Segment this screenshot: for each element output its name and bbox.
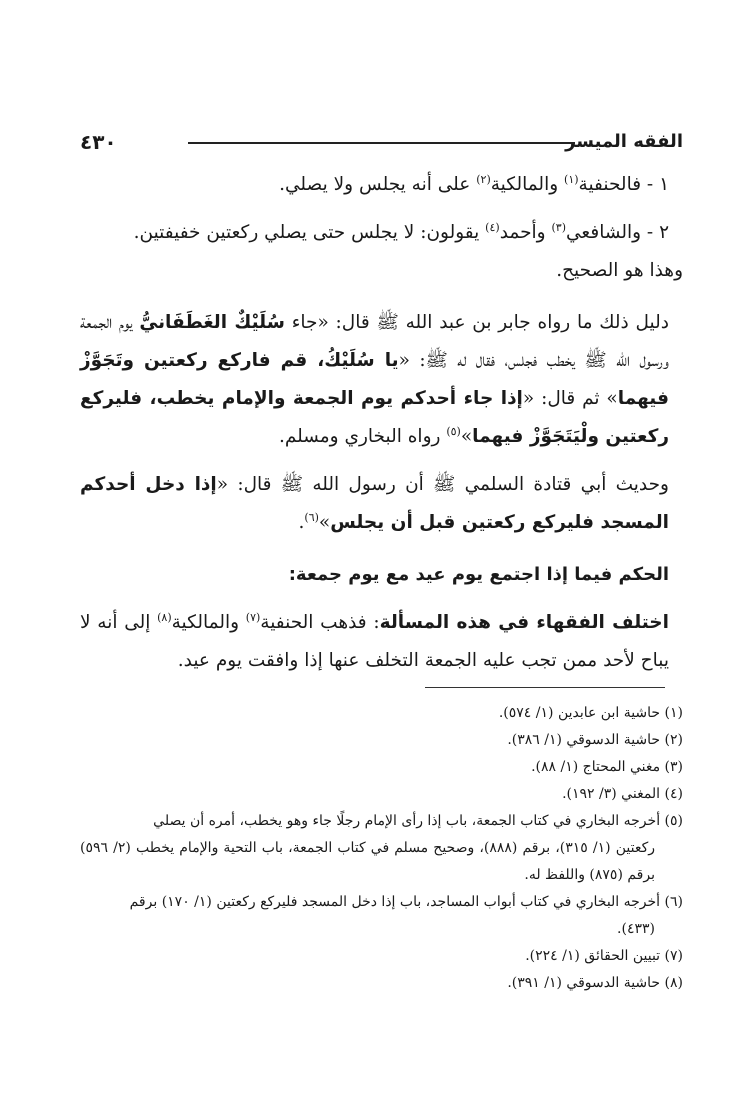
paragraph-correct: وهذا هو الصحيح. bbox=[556, 260, 683, 281]
text-run: والمالكية bbox=[490, 174, 565, 195]
text-run: » bbox=[318, 512, 331, 533]
footnote-text: (٨) حاشية الدسوقي (١/ ٣٩١). bbox=[507, 975, 683, 991]
footnote-ref: (٢) bbox=[476, 172, 491, 186]
book-title: الفقه الميسر bbox=[565, 131, 683, 152]
footnote-ref: (٧) bbox=[245, 610, 261, 624]
text-run: وأحمد bbox=[499, 222, 552, 243]
paragraph-evidence bbox=[80, 304, 683, 456]
text-run: . bbox=[298, 512, 305, 533]
text-run: وحديث أبي قتادة السلمي ﷺ أن رسول الله ﷺ قال: « bbox=[216, 474, 669, 495]
text-run: دليل ذلك ما رواه جابر بن عبد الله ﷺ قال: «جاء bbox=[284, 312, 669, 333]
paragraph-hanafi bbox=[80, 166, 683, 204]
footnote-text: (١) حاشية ابن عابدين (١/ ٥٧٤). bbox=[498, 705, 683, 721]
footnote-ref: (٣) bbox=[551, 220, 566, 234]
footnote-item bbox=[80, 781, 683, 808]
footnote-text: (٧) تبيين الحقائق (١/ ٢٢٤). bbox=[525, 948, 683, 964]
footnote-item bbox=[80, 700, 683, 727]
text-run: » bbox=[460, 426, 473, 447]
footnote-item bbox=[80, 889, 683, 916]
footnote-item bbox=[80, 727, 683, 754]
page-number: ٤٣٠ bbox=[80, 130, 117, 154]
paragraph-shafii bbox=[80, 214, 683, 252]
text-run: على أنه يجلس ولا يصلي. bbox=[279, 174, 477, 195]
footnote-text: (٣) مغني المحتاج (١/ ٨٨). bbox=[531, 759, 683, 775]
footnote-item bbox=[80, 970, 683, 997]
footnote-ref: (٤) bbox=[485, 220, 500, 234]
text-run: إلى أنه لا يباح لأحد ممن تجب عليه الجمعة التخلف عنها إذا وافقت يوم عيد. bbox=[80, 612, 669, 671]
bold-text: سُلَيْكٌ الغَطَفَانيُّ bbox=[139, 312, 285, 333]
text-run: ١ - فالحنفية bbox=[578, 174, 669, 195]
bold-text: اختلف الفقهاء في هذه المسألة bbox=[379, 612, 669, 633]
footnote-continuation: ركعتين (١/ ٣١٥)، برقم (٨٨٨)، وصحيح مسلم في كتاب الجمعة، باب التحية والإمام يخطب (٢/ ٥٩٦) برقم (٨٧٥) واللفظ له. bbox=[80, 840, 656, 883]
section-heading: الحكم فيما إذا اجتمع يوم عيد مع يوم جمعة: bbox=[288, 564, 669, 585]
footnote-item bbox=[80, 754, 683, 781]
footnote-text: (٦) أخرجه البخاري في كتاب أبواب المساجد، باب إذا دخل المسجد فليركع ركعتين (١/ ١٧٠) برقم bbox=[129, 894, 683, 910]
hadith-quote: يا سُلَيْكُ، قم فاركع ركعتين وتَجَوَّزْ فيهما bbox=[80, 350, 669, 409]
footnote-divider bbox=[425, 687, 665, 688]
hadith-quote: إذا دخل أحدكم المسجد فليركع ركعتين قبل أن يجلس bbox=[80, 474, 669, 533]
text-run: ٢ - والشافعي bbox=[566, 222, 669, 243]
text-run: يقولون: لا يجلس حتى يصلي ركعتين خفيفتين. bbox=[133, 222, 486, 243]
text-run: رواه البخاري ومسلم. bbox=[278, 426, 447, 447]
footnote-text: (٥) أخرجه البخاري في كتاب الجمعة، باب إذا رأى الإمام رجلًا جاء وهو يخطب، أمره أن يصلي bbox=[153, 813, 683, 829]
text-run: والمالكية bbox=[171, 612, 246, 633]
paragraph-abu-qatada bbox=[80, 466, 683, 542]
hadith-quote: إذا جاء أحدكم يوم الجمعة والإمام يخطب، فليركع ركعتين ولْيَتَجَوَّزْ فيهما bbox=[80, 388, 669, 447]
footnote-text: (٤) المغني (٣/ ١٩٢). bbox=[562, 786, 683, 802]
footnote-item bbox=[80, 808, 683, 835]
footnotes bbox=[80, 700, 683, 997]
main-text bbox=[80, 166, 683, 680]
footnote-ref: (١) bbox=[564, 172, 579, 186]
text-run: : فذهب الحنفية bbox=[260, 612, 380, 633]
footnote-item bbox=[80, 943, 683, 970]
footnote-ref: (٦) bbox=[304, 510, 319, 524]
page-header bbox=[80, 128, 683, 158]
footnote-ref: (٥) bbox=[446, 424, 461, 438]
paragraph-disagreement bbox=[80, 604, 683, 680]
text-run: » ثم قال: « bbox=[522, 388, 618, 409]
text-run: يوم الجمعة ورسول الله ﷺ يخطب فجلس، فقال له ﷺ: « bbox=[80, 312, 669, 371]
footnote-text: (٢) حاشية الدسوقي (١/ ٣٨٦). bbox=[507, 732, 683, 748]
header-divider bbox=[188, 142, 575, 144]
footnote-ref: (٨) bbox=[157, 610, 172, 624]
footnote-continuation: (٤٣٣). bbox=[617, 921, 655, 937]
